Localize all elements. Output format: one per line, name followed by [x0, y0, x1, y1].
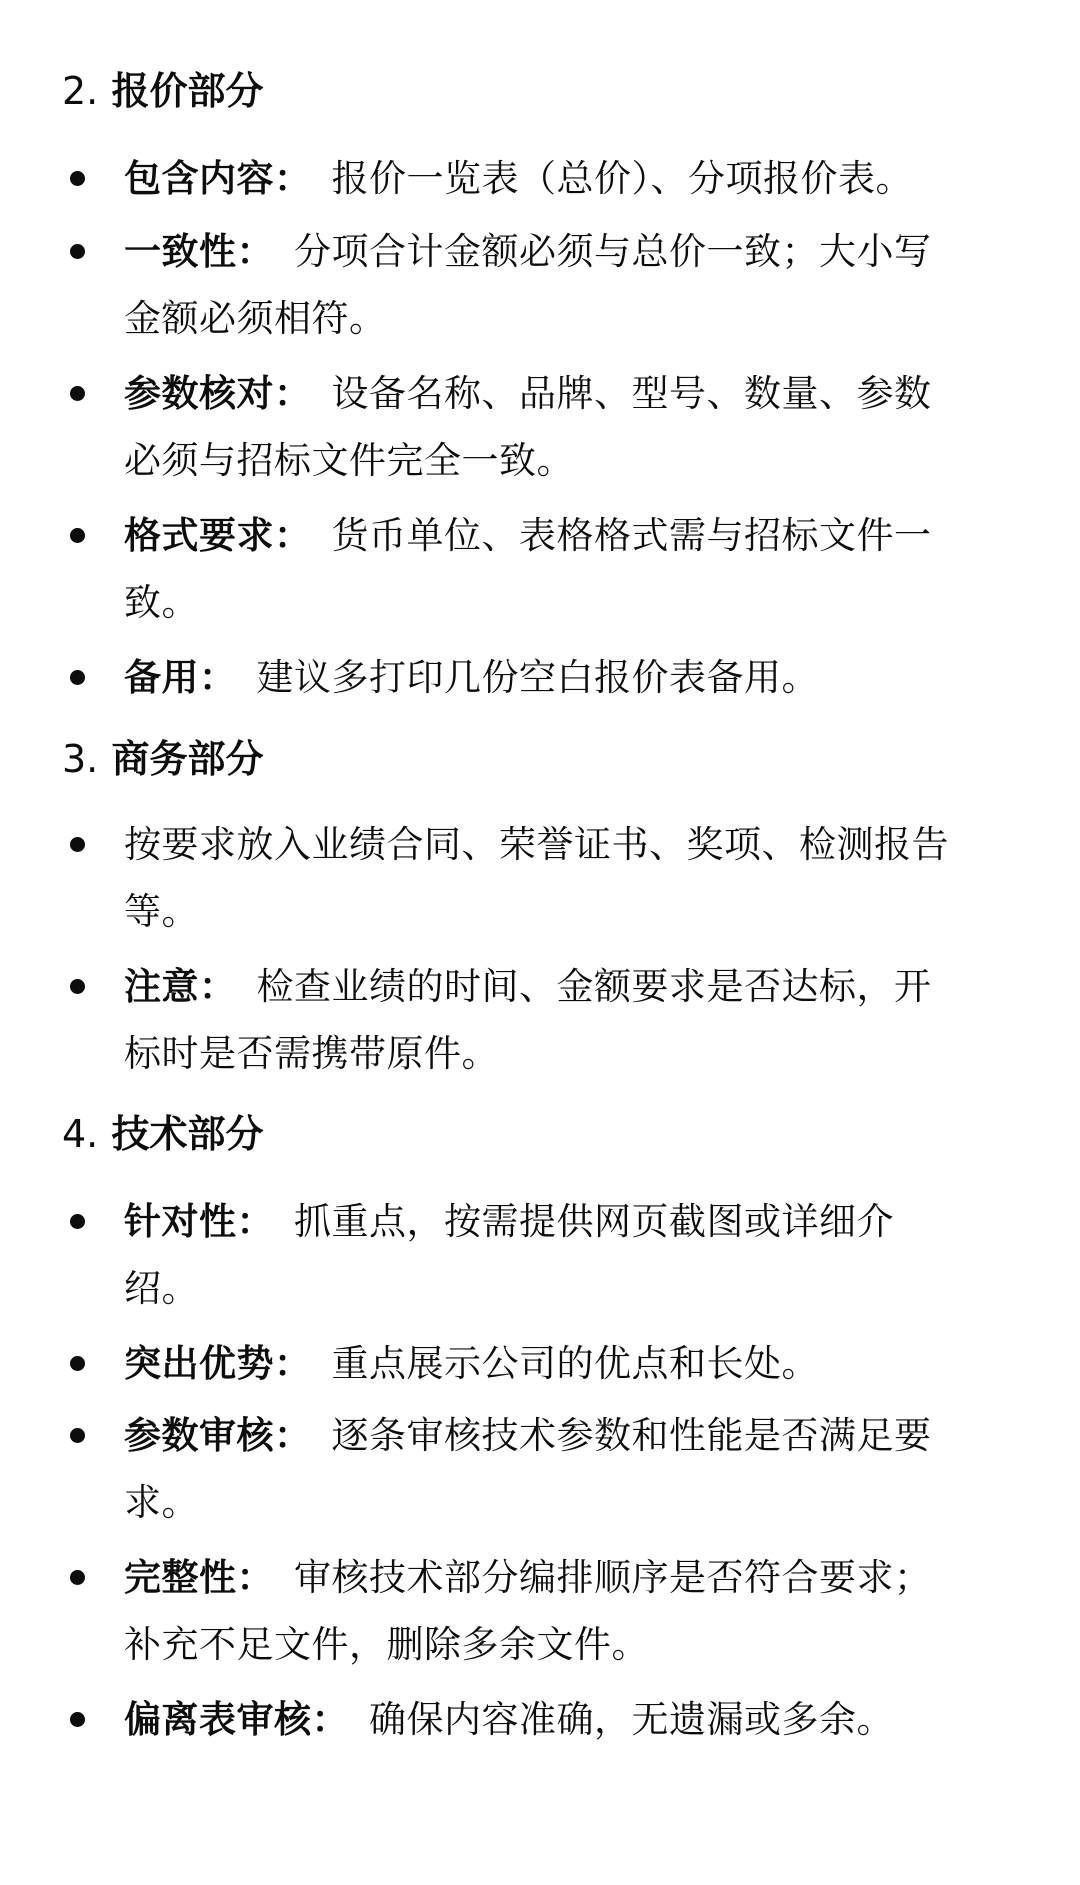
bullet-icon: [70, 837, 85, 852]
item-text: 分项合计金额必须与总价一致；大小写: [294, 230, 932, 273]
item-line: [124, 514, 932, 557]
item-line: [124, 157, 913, 200]
bullet-icon: [70, 979, 85, 994]
item-label: 完整性：: [124, 1556, 274, 1599]
item-text: 检查业绩的时间、金额要求是否达标，开: [256, 965, 932, 1008]
bullet-icon: [70, 1214, 85, 1229]
item-text: 逐条审核技术参数和性能是否满足要: [331, 1414, 932, 1457]
item-line: [124, 1698, 894, 1741]
item-line-continued: 等。: [124, 890, 199, 933]
bullet-icon: [70, 1570, 85, 1585]
item-line: [124, 1342, 819, 1385]
item-line: [124, 1414, 932, 1457]
item-line-continued: 必须与招标文件完全一致。: [124, 439, 574, 482]
bullet-icon: [70, 670, 85, 685]
section-title: 报价部分: [111, 69, 264, 113]
bullet-icon: [70, 244, 85, 259]
item-line: [124, 1200, 894, 1243]
item-line: [124, 656, 819, 699]
item-line-continued: 绍。: [124, 1267, 199, 1310]
item-text: 报价一览表（总价）、分项报价表。: [331, 157, 913, 200]
item-line: [124, 230, 932, 273]
bullet-icon: [70, 386, 85, 401]
bullet-icon: [70, 1712, 85, 1727]
bullet-icon: [70, 1356, 85, 1371]
item-text: 重点展示公司的优点和长处。: [331, 1342, 819, 1385]
item-label: 备用：: [124, 656, 237, 699]
section-number: 3.: [62, 737, 99, 781]
section-number: 4.: [62, 1112, 99, 1156]
item-label: 偏离表审核：: [124, 1698, 349, 1741]
item-label: 针对性：: [124, 1200, 274, 1243]
bullet-icon: [70, 1428, 85, 1443]
item-text: 设备名称、品牌、型号、数量、参数: [331, 372, 932, 415]
item-text: 确保内容准确，无遗漏或多余。: [369, 1698, 894, 1741]
item-text: 审核技术部分编排顺序是否符合要求；: [294, 1556, 932, 1599]
item-line-continued: 致。: [124, 581, 199, 624]
item-text: 建议多打印几份空白报价表备用。: [256, 656, 819, 699]
item-line: 按要求放入业绩合同、荣誉证书、奖项、检测报告: [124, 823, 949, 866]
item-line-continued: 补充不足文件，删除多余文件。: [124, 1623, 649, 1666]
item-label: 格式要求：: [124, 514, 312, 557]
section-heading-pricing: [62, 69, 264, 113]
item-line: [124, 1556, 932, 1599]
item-line: [124, 965, 932, 1008]
bullet-icon: [70, 171, 85, 186]
item-line-continued: 标时是否需携带原件。: [124, 1032, 499, 1075]
bullet-icon: [70, 528, 85, 543]
item-label: 一致性：: [124, 230, 274, 273]
section-title: 商务部分: [111, 737, 264, 781]
section-heading-technical: [62, 1112, 264, 1156]
item-text: 抓重点，按需提供网页截图或详细介: [294, 1200, 894, 1243]
section-title: 技术部分: [111, 1112, 264, 1156]
item-text: 货币单位、表格格式需与招标文件一: [331, 514, 932, 557]
item-line-continued: 金额必须相符。: [124, 297, 387, 340]
item-label: 注意：: [124, 965, 237, 1008]
item-label: 参数核对：: [124, 372, 312, 415]
section-number: 2.: [62, 69, 99, 113]
item-label: 突出优势：: [124, 1342, 312, 1385]
item-line: [124, 372, 932, 415]
item-label: 参数审核：: [124, 1414, 312, 1457]
item-line-continued: 求。: [124, 1481, 199, 1524]
item-label: 包含内容：: [124, 157, 312, 200]
section-heading-business: [62, 737, 264, 781]
